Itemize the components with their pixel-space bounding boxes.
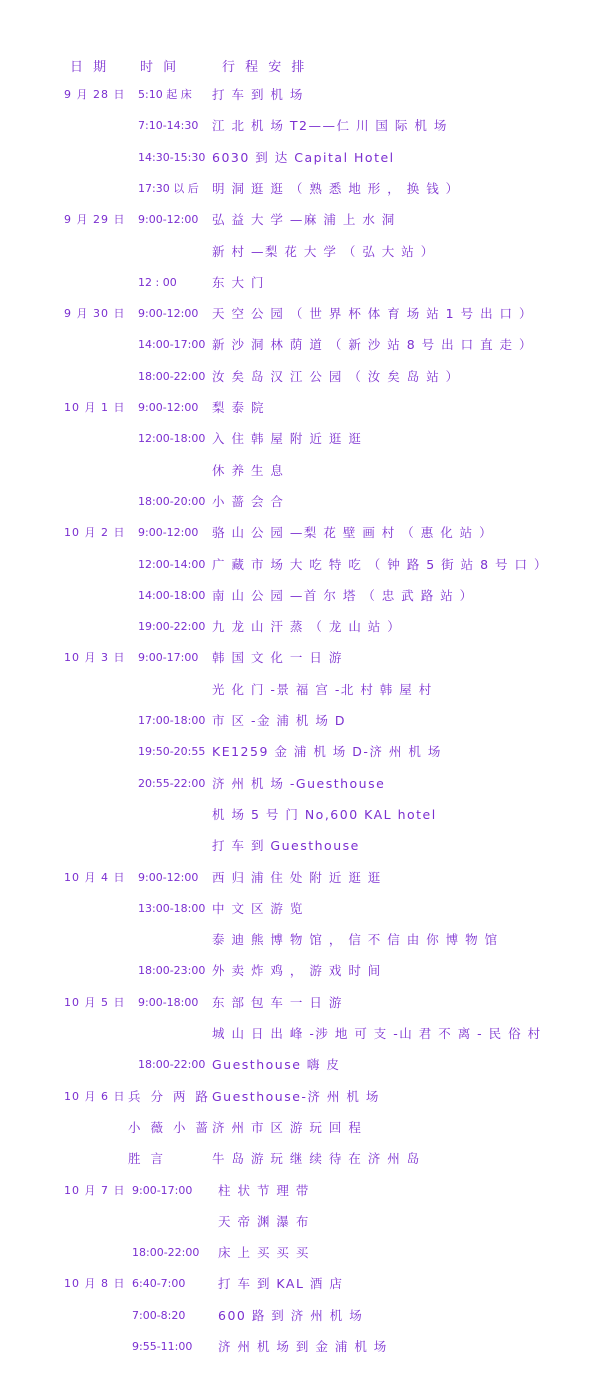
- row-plan: 机 场 5 号 门 No,600 KAL hotel: [212, 806, 437, 822]
- row-time: 兵 分 两 路: [128, 1088, 211, 1104]
- row-time: 12:00-18:00: [138, 432, 206, 446]
- table-row: [0, 802, 600, 828]
- row-plan: 天 帝 渊 瀑 布: [218, 1213, 310, 1229]
- row-time: 13:00-18:00: [138, 901, 206, 915]
- row-plan: 光 化 门 -景 福 宫 -北 村 韩 屋 村: [212, 681, 433, 697]
- row-plan: 泰 迪 熊 博 物 馆 ， 信 不 信 由 你 博 物 馆: [212, 932, 499, 948]
- row-plan: 柱 状 节 理 带: [218, 1182, 310, 1198]
- row-date: 10 月 6 日: [64, 1089, 126, 1103]
- table-row: [0, 270, 600, 296]
- row-time: 9:55-11:00: [132, 1340, 193, 1353]
- row-plan: 南 山 公 园 —首 尔 塔 （ 忠 武 路 站 ）: [212, 587, 474, 603]
- row-plan: 九 龙 山 汗 蒸 （ 龙 山 站 ）: [212, 619, 402, 635]
- row-time: 9:00-12:00: [138, 401, 199, 414]
- table-row: [0, 927, 600, 953]
- header-time: 时 间: [140, 60, 180, 75]
- table-row: [0, 645, 600, 671]
- row-date: 10 月 1 日: [64, 401, 126, 414]
- row-plan: 休 养 生 息: [212, 462, 285, 478]
- row-time: 胜 言: [128, 1151, 166, 1167]
- row-time: 7:10-14:30: [138, 119, 199, 133]
- table-row: [0, 1334, 600, 1360]
- row-plan: 打 车 到 Guesthouse: [212, 838, 360, 854]
- row-plan: 中 文 区 游 览: [212, 900, 304, 916]
- row-plan: 新 村 —梨 花 大 学 （ 弘 大 站 ）: [212, 243, 435, 259]
- table-row: [0, 520, 600, 546]
- row-time: 18:00-23:00: [138, 964, 206, 978]
- row-plan: 济 州 市 区 游 玩 回 程: [212, 1119, 363, 1135]
- row-time: 小 薇 小 蔷: [128, 1119, 211, 1135]
- row-time: 9:00-17:00: [132, 1183, 193, 1197]
- table-row: [0, 1021, 600, 1047]
- row-time: 14:00-18:00: [138, 588, 206, 602]
- row-time: 9:00-12:00: [138, 870, 199, 884]
- row-time: 5:10 起 床: [138, 88, 192, 101]
- row-date: 10 月 2 日: [64, 526, 126, 540]
- row-plan: 市 区 -金 浦 机 场 D: [212, 713, 346, 728]
- table-row: [0, 958, 600, 984]
- row-date: 9 月 29 日: [64, 213, 126, 227]
- table-row: [0, 1146, 600, 1172]
- table-row: [0, 207, 600, 233]
- row-time: 19:50-20:55: [138, 745, 206, 759]
- table-row: [0, 176, 600, 202]
- table-row: [0, 82, 600, 108]
- row-date: 10 月 7 日: [64, 1183, 126, 1197]
- table-row: [0, 1303, 600, 1329]
- row-date: 10 月 5 日: [64, 995, 126, 1009]
- row-plan: 济 州 机 场 -Guesthouse: [212, 775, 386, 791]
- row-time: 14:30-15:30: [138, 150, 206, 164]
- table-row: [0, 833, 600, 859]
- row-plan: 新 沙 洞 林 荫 道 （ 新 沙 站 8 号 出 口 直 走 ）: [212, 337, 534, 353]
- table-row: [0, 332, 600, 358]
- table-row: [0, 865, 600, 891]
- row-plan: 韩 国 文 化 一 日 游: [212, 650, 343, 666]
- row-plan: 明 洞 逛 逛 （ 熟 悉 地 形 ， 换 钱 ）: [212, 180, 460, 196]
- table-row: [0, 489, 600, 515]
- row-plan: 骆 山 公 园 —梨 花 壁 画 村 （ 惠 化 站 ）: [212, 525, 494, 541]
- header-plan: 行 程 安 排: [222, 60, 308, 75]
- table-row: [0, 145, 600, 171]
- table-row: [0, 990, 600, 1016]
- row-time: 12 : 00: [138, 275, 177, 289]
- row-plan: 东 部 包 车 一 日 游: [212, 994, 343, 1010]
- header-date: 日 期: [70, 60, 110, 75]
- table-row: [0, 708, 600, 734]
- table-row: [0, 1271, 600, 1297]
- row-date: 10 月 8 日: [64, 1277, 126, 1291]
- row-plan: 广 藏 市 场 大 吃 特 吃 （ 钟 路 5 街 站 8 号 口 ）: [212, 556, 548, 572]
- table-row: [0, 458, 600, 484]
- row-time: 14:00-17:00: [138, 338, 206, 352]
- row-time: 18:00-22:00: [132, 1246, 200, 1260]
- table-header: [0, 52, 600, 76]
- row-plan: 江 北 机 场 T2——仁 川 国 际 机 场: [212, 118, 448, 134]
- row-plan: 弘 益 大 学 —麻 浦 上 水 洞: [212, 212, 396, 228]
- table-row: [0, 896, 600, 922]
- table-row: [0, 395, 600, 421]
- row-plan: 济 州 机 场 到 金 浦 机 场: [218, 1339, 388, 1354]
- table-row: [0, 739, 600, 765]
- row-plan: 牛 岛 游 玩 继 续 待 在 济 州 岛: [212, 1151, 421, 1167]
- row-plan: 天 空 公 园 （ 世 界 杯 体 育 场 站 1 号 出 口 ）: [212, 306, 534, 322]
- row-date: 9 月 28 日: [64, 88, 126, 101]
- row-time: 7:00-8:20: [132, 1308, 186, 1322]
- row-plan: KE1259 金 浦 机 场 D-济 州 机 场: [212, 744, 442, 760]
- table-row: [0, 552, 600, 578]
- table-row: [0, 614, 600, 640]
- table-row: [0, 583, 600, 609]
- row-time: 17:30 以 后: [138, 181, 199, 195]
- row-time: 17:00-18:00: [138, 714, 206, 727]
- table-row: [0, 113, 600, 139]
- row-plan: 打 车 到 KAL 酒 店: [218, 1276, 344, 1292]
- table-row: [0, 1178, 600, 1204]
- row-date: 10 月 3 日: [64, 651, 126, 665]
- row-time: 19:00-22:00: [138, 620, 206, 634]
- table-row: [0, 364, 600, 390]
- row-time: 9:00-12:00: [138, 213, 199, 227]
- row-plan: 东 大 门: [212, 274, 265, 290]
- row-plan: 入 住 韩 屋 附 近 逛 逛: [212, 431, 363, 447]
- table-row: [0, 1052, 600, 1078]
- table-row: [0, 1240, 600, 1266]
- table-row: [0, 1115, 600, 1141]
- row-time: 20:55-22:00: [138, 776, 206, 790]
- table-row: [0, 677, 600, 703]
- row-time: 18:00-22:00: [138, 369, 206, 383]
- row-date: 9 月 30 日: [64, 307, 126, 321]
- row-time: 9:00-12:00: [138, 526, 199, 540]
- row-time: 6:40-7:00: [132, 1277, 186, 1291]
- row-plan: 6030 到 达 Capital Hotel: [212, 149, 395, 165]
- table-row: [0, 771, 600, 797]
- row-plan: 城 山 日 出 峰 -涉 地 可 支 -山 君 不 离 - 民 俗 村: [212, 1026, 542, 1041]
- row-plan: 打 车 到 机 场: [212, 87, 304, 102]
- row-plan: 外 卖 炸 鸡 ， 游 戏 时 间: [212, 963, 382, 979]
- row-time: 12:00-14:00: [138, 557, 206, 571]
- row-time: 9:00-12:00: [138, 307, 199, 321]
- table-row: [0, 301, 600, 327]
- row-date: 10 月 4 日: [64, 870, 126, 884]
- row-plan: Guesthouse-济 州 机 场: [212, 1088, 380, 1104]
- row-plan: 汝 矣 岛 汉 江 公 园 （ 汝 矣 岛 站 ）: [212, 368, 460, 384]
- row-time: 18:00-22:00: [138, 1058, 206, 1072]
- row-plan: 西 归 浦 住 处 附 近 逛 逛: [212, 869, 382, 885]
- table-row: [0, 239, 600, 265]
- row-plan: 小 蔷 会 合: [212, 493, 285, 509]
- table-row: [0, 1209, 600, 1235]
- row-time: 9:00-18:00: [138, 995, 199, 1009]
- row-plan: 梨 泰 院: [212, 400, 265, 415]
- row-plan: 床 上 买 买 买: [218, 1245, 310, 1261]
- row-time: 9:00-17:00: [138, 651, 199, 665]
- row-time: 18:00-20:00: [138, 494, 206, 508]
- table-row: [0, 426, 600, 452]
- row-plan: Guesthouse 嗨 皮: [212, 1057, 341, 1073]
- row-plan: 600 路 到 济 州 机 场: [218, 1307, 364, 1323]
- table-row: [0, 1084, 600, 1110]
